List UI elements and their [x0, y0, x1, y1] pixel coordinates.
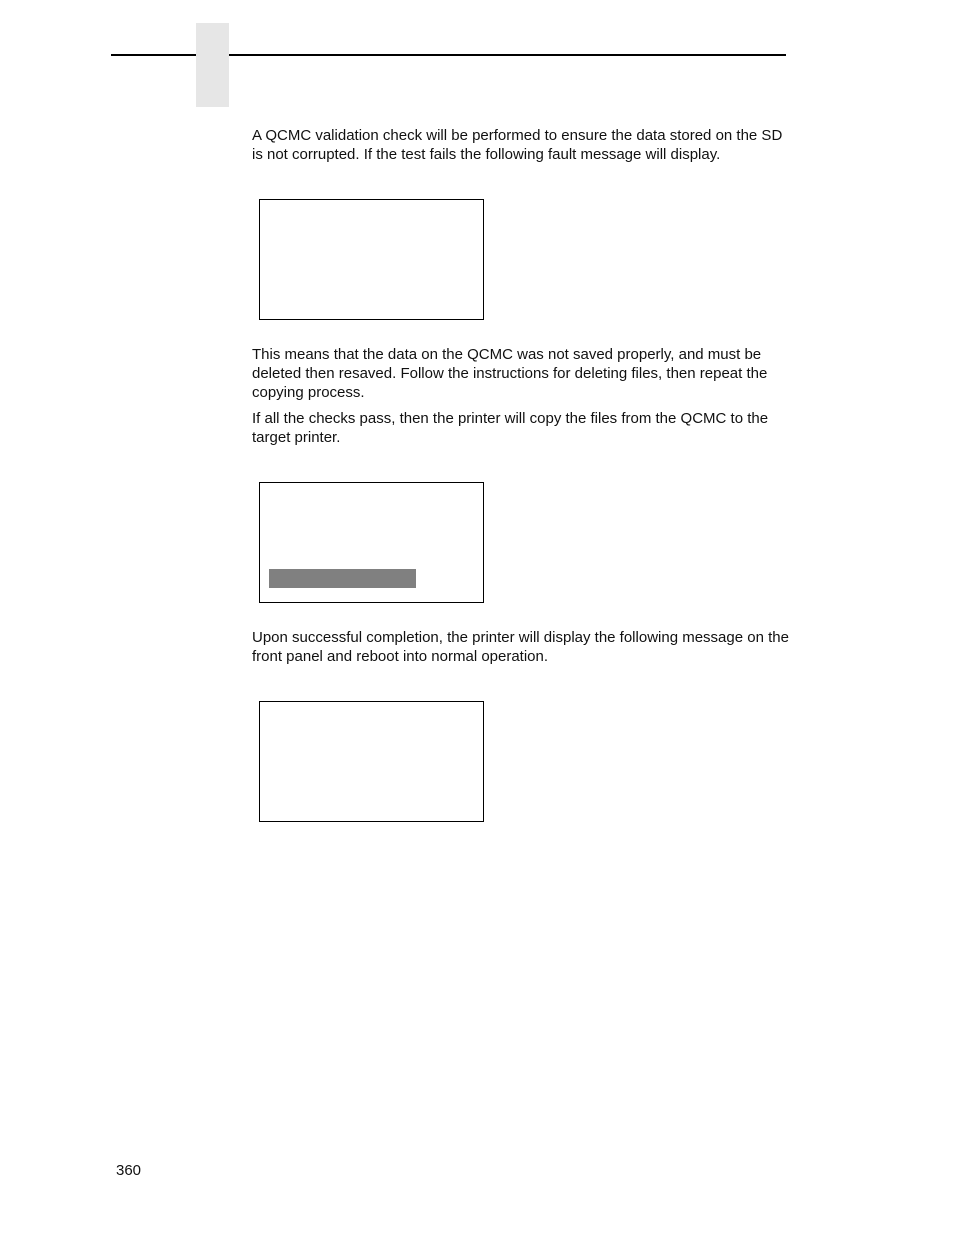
paragraph-validation-check: A QCMC validation check will be performed to ensure the data stored on the SD is not corrupted. If the test fails the following fault message will display.: [252, 127, 783, 163]
paragraph-checks-pass: If all the checks pass, then the printer will copy the files from the QCMC to the target printer.: [252, 410, 769, 446]
page-number: 360: [116, 1162, 142, 1179]
copying-progress-display: [259, 482, 484, 603]
paragraph-completion: Upon successful completion, the printer will display the following message on the front panel and reboot into normal operation.: [252, 629, 789, 665]
chapter-tab: [196, 23, 229, 107]
fault-message-display: [259, 199, 484, 320]
completion-message-display: [259, 701, 484, 822]
progress-bar: [269, 569, 416, 588]
paragraph-not-saved: This means that the data on the QCMC was not saved properly, and must be deleted then resaved. Follow the instructions for deleting files, then repeat the copying process.: [252, 346, 768, 401]
